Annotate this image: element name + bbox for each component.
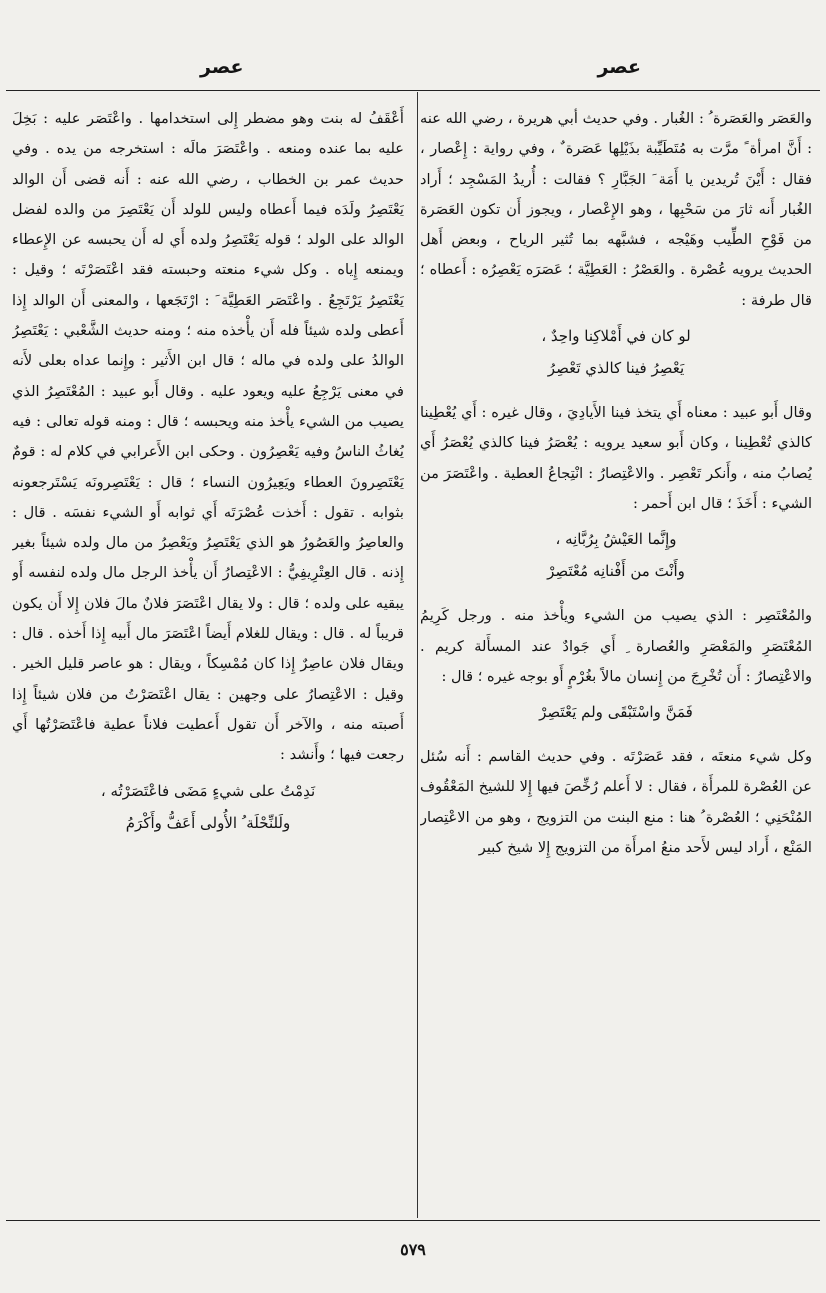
verse-line: لو كان في أَمْلاكِنا واحِدٌ ، [541,327,691,346]
verse-line: نَدِمْتُ على شيءٍ مَضَى فاعْتَصَرْتُه ، [100,781,316,800]
verse-block [420,320,812,384]
running-head-left: عصر [200,56,244,78]
footer-rule [6,1220,820,1221]
right-column [420,104,812,1214]
verse-line: وأَنْتَ من أَفْنانِه مُعْتَصِرْ [547,562,685,581]
verse-block [420,523,812,587]
header-rule [6,90,820,91]
column-divider [417,92,418,1218]
verse-line: ولَلنِّحْلَة ُ الأُولى أَعَفُّ وأَكْرَمُ [125,813,291,832]
verse-block [420,696,812,728]
verse-line: وإِنَّما العَيْشُ بِرُبَّانِه ، [555,530,677,549]
verse-line: فَمَنَّ واسْتَبْقَى ولم يَعْتَصِرْ [539,703,693,722]
paragraph: أَعْقَفُ له بنت وهو مضطر إِلى استخدامها . واعْتَصَر عليه : بَخِلَ عليه بما عنده ومنعه . واعْتَصَرَ مالَه : استخرجه من يده . وفي حديث عمر بن الخطاب ، رضي الله عنه : أَنه قضى أَن الوالد يَعْتَصِرُ ولَدَه فيما أَعطاه وليس للولد أَن يَعْتَصِرَ من والده لفضل الوالد على الولد ؛ قوله يَعْتَصِرُ ولده أَي له أَن يحبسه عن الإِعطاء ويمنعه إِياه . وكل شيء منعته وحبسته فقد اعْتَصَرْتَه ؛ وقيل : يَعْتَصِرُ يَرْتَجِعُ . واعْتَصَر العَطِيَّة َ : ارْتَجَعها ، والمعنى أَن الوالد إِذا أَعطى ولده شيئاً فله أَن يأْخذه منه ؛ ومنه حديث الشَّعْبي : يَعْتَصِرُ الوالدُ على ولده في ماله ؛ قال ابن الأَثير : وإِنما عداه بعلى لأَنه في معنى يَرْجِعُ عليه ويعود عليه . وقال أَبو عبيد : المُعْتَصِرُ الذي يصيب من الشيء يأْخذ منه ويحبسه ؛ قال : ومنه قوله تعالى : فيه يُغاثُ الناسُ وفيه يَعْصِرُون . وحكى ابن الأَعرابي في كلام له : قومٌ يَعْتَصِرونَ العطاء ويَعِيرُون النساء ؛ قال : يَعْتَصِرونَه يَسْتَرجعونه بثوابه . تقول : أَخذت عُصْرَتَه أَي ثوابه أَو الشيء نفسَه . قال : والعاصِرُ والعَصُورُ هو الذي يَعْتَصِرُ ويَعْصِرُ من مال ولده شيئاً بغير إِذنه . قال العِتْرِيفِيُّ : الاعْتِصارُ أَن يأْخذ الرجل مال ولده لنفسه أَو يبقيه على ولده ؛ قال : ولا يقال اعْتَصَرَ فلانٌ مالَ فلان إِلا أَن يكون قريباً له . قال : ويقال للغلام أَيضاً اعْتَصَرَ مال أَبيه إِذا أَخذه . قال : ويقال فلان عاصِرٌ إِذا كان مُمْسِكاً ، ويقال : هو عاصر قليل الخير . وقيل : الاعْتِصارُ على وجهين : يقال اعْتَصَرْتُ من فلان شيئاً إِذا أَصبته منه ، والآخر أَن تقول أَعطيت فلاناً عطية فاعْتَصَرْتُها أَي رجعت فيها ؛ وأَنشد : [12,110,404,764]
verse-block [12,775,404,839]
running-head-right: عصر [597,56,641,78]
verse-line: يَعْصِرُ فينا كالذي تَعْصِرُ [547,359,685,378]
paragraph: وقال أَبو عبيد : معناه أَي يتخذ فينا الأَيادِيَ ، وقال غيره : أَي يُعْطِينا كالذي تُعْطِينا ، وكان أَبو سعيد يرويه : يُعْصَرُ فينا كالذي يُعْصَرُ أَي يُصابُ منه ، وأَنكر تَعْصِر . والاعْتِصارُ : انْتِجاعُ العطية . واعْتَصَرَ من الشيء : أَخَذَ ؛ قال ابن أَحمر : [420,404,812,512]
page-number: ٥٧٩ [400,1240,426,1259]
paragraph: والمُعْتَصِر : الذي يصيب من الشيء ويأْخذ منه . ورجل كَرِيمُ المُعْتَصَرِ والمَعْصَرِ والعُصارة ِ أَي جَوادٌ عند المسأَلة كريم . والاعْتِصارُ : أَن تُخْرِجَ من إِنسان مالاً بغُرْمٍ أَو بوجه غيره ؛ قال : [420,607,812,685]
paragraph: وكل شيء منعتَه ، فقد عَصَرْتَه . وفي حديث القاسم : أَنه سُئل عن العُصْرة للمرأَة ، فقال : لا أَعلم رُخِّصَ فيها إِلا للشيخ المَعْقُوف المُنْحَنِي ؛ العُصْرة ُ هنا : منع البنت من التزويج ، وهو من الاعْتِصار المَنْع ، أَراد ليس لأَحد منعُ امرأَة من التزويج إِلا شيخ كبير [420,748,812,857]
paragraph: والعَصَر والعَصَرة ُ : الغُبار . وفي حديث أبي هريرة ، رضي الله عنه : أَنَّ امرأة ً مرَّت به مُتَطَيِّبة بذَيْلِها عَصَرة ٌ ، وفي رواية : إِعْصار ، فقال : أَيْنَ تُريدين يا أَمَة َ الجَبَّارِ ؟ فقالت : أُريدُ المَسْجِد ؛ أَراد الغُبار أَنه ثارَ من سَحْبِها ، وهو الإِعْصار ، ويجوز أَن تكون العَصَرة من فَوْحِ الطِّيب وهَيْجه ، فشبَّهه بما تُثير الرياح ، وبعض أَهل الحديث يرويه عُصْرة . والعَصْرُ : العَطِيَّة ؛ عَصَرَه يَعْصِرُه : أَعطاه ؛ قال طرفة : [420,110,812,309]
left-column [12,104,404,1214]
